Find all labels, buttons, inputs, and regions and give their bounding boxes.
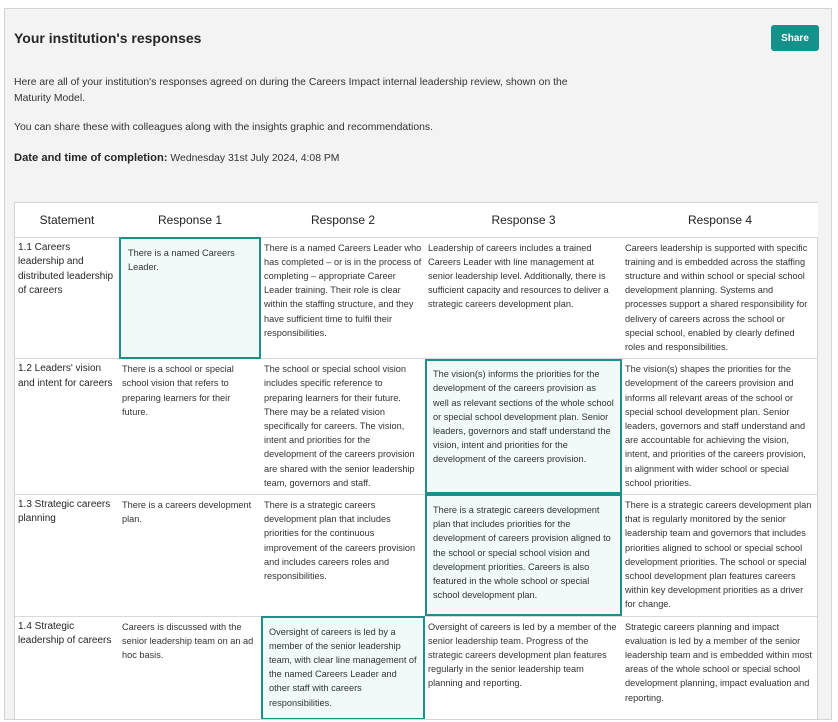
response-cell: There is a careers development plan.	[119, 494, 261, 616]
response-cell-selected: Oversight of careers is led by a member of the senior leadership team, with clear line management of the named Careers Leader and other staff with careers responsibilities.	[261, 616, 425, 720]
table-row	[15, 494, 818, 616]
column-header-response-3: Response 3	[425, 203, 622, 237]
table-row	[15, 616, 818, 720]
intro-text: Here are all of your institution's responses agreed on during the Careers Impact internal leadership review, shown on the Maturity Model.	[14, 77, 568, 104]
table-row	[15, 359, 818, 495]
share-hint-text: You can share these with colleagues along with the insights graphic and recommendations.	[14, 122, 433, 133]
response-cell: Oversight of careers is led by a member of the senior leadership team. Progress of the strategic careers development plan features regularly in the senior leadership team planning and reporting.	[425, 616, 622, 720]
page-title: Your institution's responses	[14, 30, 202, 46]
response-cell: The school or special school vision includes specific reference to preparing learners for their future. There may be a related vision specifically for careers. The vision, intent and priorities for the development of the careers provision are shared with the senior leadership team, governors and staff.	[261, 359, 425, 495]
responses-table-container	[14, 202, 818, 720]
responses-table	[15, 203, 818, 720]
completion-value: Wednesday 31st July 2024, 4:08 PM	[170, 153, 340, 164]
statement-cell: 1.1 Careers leadership and distributed leadership of careers	[15, 237, 119, 359]
table-row	[15, 237, 818, 359]
response-cell: Careers leadership is supported with specific training and is embedded across the staffing structure and within school or special school development planning. Systems and processes support a shared responsibility for delivery of careers across the school or special school, enabled by clearly defined roles and responsibilities.	[622, 237, 818, 359]
column-header-statement: Statement	[15, 203, 119, 237]
response-cell-selected: There is a strategic careers development plan that includes priorities for the development of careers provision aligned to the school or special school vision and development priorities. Careers is also featured in the whole school or special school development plan.	[425, 494, 622, 616]
responses-panel	[4, 8, 832, 720]
statement-cell: 1.3 Strategic careers planning	[15, 494, 119, 616]
statement-cell: 1.4 Strategic leadership of careers	[15, 616, 119, 720]
response-cell: There is a school or special school vision that refers to preparing learners for their future.	[119, 359, 261, 495]
response-cell-selected: There is a named Careers Leader.	[119, 237, 261, 359]
response-cell: Leadership of careers includes a trained Careers Leader with line management at senior leadership level. Additionally, there is sufficient capacity and resources to deliver a strategic careers development plan.	[425, 237, 622, 359]
response-cell-selected: The vision(s) informs the priorities for the development of the careers provision as well as relevant sections of the whole school or special school development plan. Senior leaders, governors and staff understand the vision, intent and priorities for the development of the careers provision.	[425, 359, 622, 495]
response-cell: There is a named Careers Leader who has completed – or is in the process of completing – appropriate Career Leader training. Their role is clear within the staffing structure, and they have sufficient time to fulfil their responsibilities.	[261, 237, 425, 359]
response-cell: Careers is discussed with the senior leadership team on an ad hoc basis.	[119, 616, 261, 720]
response-cell: The vision(s) shapes the priorities for the development of the careers provision and informs all relevant areas of the school or special school development plan. Senior leaders, governors and staff understand and are accountable for achieving the vision, intent, and priorities of the careers provision, in alignment with wider school or special school priorities.	[622, 359, 818, 495]
share-button[interactable]: Share	[771, 25, 819, 51]
completion-info	[14, 152, 339, 164]
column-header-response-4: Response 4	[622, 203, 818, 237]
completion-label: Date and time of completion:	[14, 152, 168, 164]
response-cell: Strategic careers planning and impact evaluation is led by a member of the senior leadership team and is embedded within most areas of the whole school or special school development planning, impact evaluation and reporting.	[622, 616, 818, 720]
column-header-response-2: Response 2	[261, 203, 425, 237]
column-header-response-1: Response 1	[119, 203, 261, 237]
statement-cell: 1.2 Leaders' vision and intent for careers	[15, 359, 119, 495]
response-cell: There is a strategic careers development plan that includes priorities for the continuous improvement of the careers provision and includes careers roles and responsibilities.	[261, 494, 425, 616]
response-cell: There is a strategic careers development plan that is regularly monitored by the senior leadership team and governors that includes priorities aligned to school or special school development priorities. The school or special school development plan features careers within key development priorities as a driver for change.	[622, 494, 818, 616]
table-header-row	[15, 203, 818, 237]
